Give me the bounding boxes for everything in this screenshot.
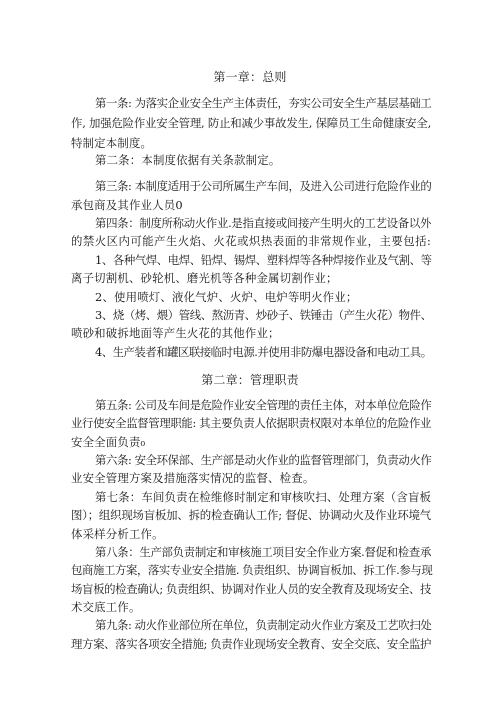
article-4-line-1: 第四条：制度所称动火作业.是指直接或间接产生明火的工艺设备以外 [95,216,432,230]
article-4-item-3-line-1: 3、烧（烤、煨）管线、熬沥青、炒砂子、铁锤击（产生火花）物件、 [95,308,432,322]
article-4-item-2: 2、使用喷灯、液化气炉、火炉、电炉等明火作业； [95,290,358,304]
article-7-line-2: 图）；组织现场盲板加、拆的检查确认工作; 督促、协调动火及作业环境气 [71,508,431,522]
article-6-line-1: 第六条: 安全环保部、生产部是动火作业的监督管理部门，负责动火作 [95,453,432,467]
chapter-2-heading: 第二章：管理职责 [201,373,299,387]
article-1-line-1: 第一条: 为落实企业安全生产主体责任，夯实公司安全生产基层基础工 [95,96,432,110]
article-3-line-1: 第三条: 本制度适用于公司所属生产车间，及进入公司进行危险作业的 [95,179,432,193]
article-9-line-1: 第九条: 动火作业部位所在单位，负责制定动火作业方案及工艺吹扫处 [95,618,432,632]
chapter-1-heading: 第一章：总则 [213,70,287,84]
article-8-line-1: 第八条：生产部负责制定和审核施工项目安全作业方案.督促和检查承 [95,545,432,559]
article-5-line-1: 第五条: 公司及车间是危险作业安全管理的责任主体，对本单位危险作 [95,398,432,412]
article-4-line-2: 的禁火区内可能产生火焰、火花或炽热表面的非常规作业，主要包括: [71,234,431,248]
article-4-item-1-line-2: 离子切割机、砂轮机、磨光机等各种金属切割作业； [71,271,338,285]
article-9-line-2: 理方案、落实各项安全措施; 负责作业现场安全教育、安全交底、安全监护 [71,637,431,651]
article-7-line-3: 体采样分析工作。 [71,527,164,541]
article-5-line-3: 安全全面负责₀ [71,435,146,449]
article-8-line-3: 场盲板的检查确认; 负责组织、协调对作业人员的安全教育及现场安全、技 [71,582,431,596]
article-7-line-1: 第七条：车间负责在检维修时制定和审核吹扫、处理方案（含盲板 [95,490,432,504]
article-5-line-2: 业行使安全监督管理职能: 其主要负责人依据职责权限对本单位的危险作业 [71,416,431,430]
article-6-line-2: 业安全管理方案及措施落实情况的监督、检查。 [71,471,315,485]
article-4-item-4: 4、生产装者和罐区联接临时电源.并使用非防爆电器设备和电动工具。 [95,345,432,359]
article-4-item-3-line-2: 喷砂和破拆地面等产生火花的其他作业； [71,326,280,340]
article-8-line-4: 术交底工作。 [71,600,141,614]
article-8-line-2: 包商施工方案，落实专业安全措施. 负责组织、协调盲板加、拆工作.参与现 [71,563,433,577]
article-1-line-3: 特制定本制度。 [71,136,153,150]
article-2-line-1: 第二条：本制度依据有关条款制定。 [95,153,281,167]
article-4-item-1-line-1: 1、各种气焊、电焊、铅焊、锡焊、塑料焊等各种焊接作业及气割、等 [95,253,432,267]
article-1-line-2: 作, 加强危险作业安全管理, 防止和减少事故发生, 保障员工生命健康安全, [71,116,431,130]
article-3-line-2: 承包商及其作业人员0 [71,198,183,212]
